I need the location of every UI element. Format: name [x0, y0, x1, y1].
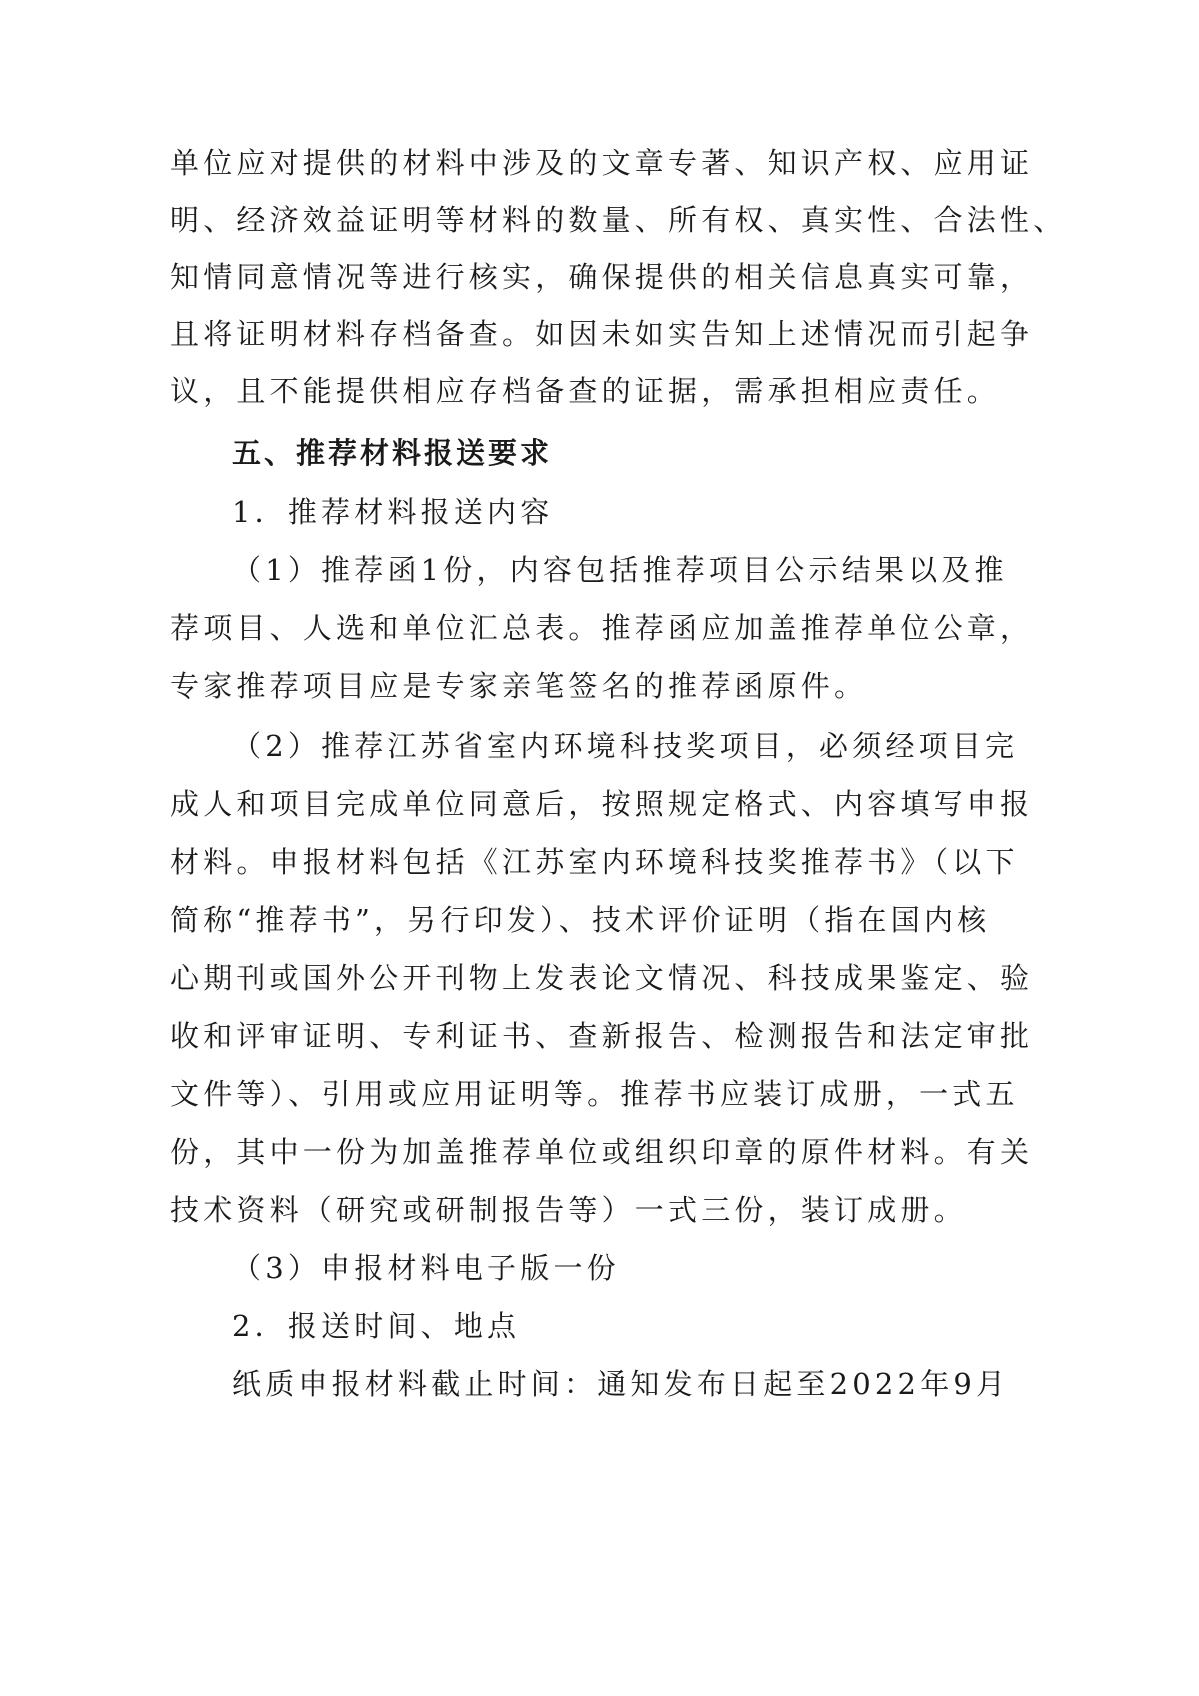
- paragraph-line: 成人和项目完成单位同意后，按照规定格式、内容填写申报: [170, 787, 1034, 821]
- paragraph-line: 文件等）、引用或应用证明等。推荐书应装订成册，一式五: [170, 1077, 1019, 1111]
- subsection-heading: 1．推荐材料报送内容: [232, 495, 554, 529]
- paragraph-line: 议，且不能提供相应存档备查的证据，需承担相应责任。: [170, 374, 1001, 408]
- paragraph-line: 专家推荐项目应是专家亲笔签名的推荐函原件。: [170, 669, 868, 703]
- paragraph-line: 荐项目、人选和单位汇总表。推荐函应加盖推荐单位公章，: [170, 611, 1034, 645]
- paragraph-line: 技术资料（研究或研制报告等）一式三份，装订成册。: [170, 1193, 967, 1227]
- paragraph-line: 纸质申报材料截止时间：通知发布日起至2022年9月: [232, 1367, 1010, 1401]
- subsection-heading: 2．报送时间、地点: [232, 1309, 521, 1343]
- paragraph-line: 份，其中一份为加盖推荐单位或组织印章的原件材料。有关: [170, 1135, 1034, 1169]
- paragraph-line: 明、经济效益证明等材料的数量、所有权、真实性、合法性、: [170, 203, 1067, 237]
- paragraph-line: 收和评审证明、专利证书、查新报告、检测报告和法定审批: [170, 1019, 1034, 1053]
- paragraph-line: （2）推荐江苏省室内环境科技奖项目，必须经项目完: [232, 729, 1019, 763]
- paragraph-line: （1）推荐函1份，内容包括推荐项目公示结果以及推: [232, 553, 1008, 587]
- paragraph-line: 单位应对提供的材料中涉及的文章专著、知识产权、应用证: [170, 146, 1034, 180]
- paragraph-line: 心期刊或国外公开刊物上发表论文情况、科技成果鉴定、验: [170, 961, 1034, 995]
- paragraph-line: 知情同意情况等进行核实，确保提供的相关信息真实可靠，: [170, 260, 1034, 294]
- section-heading: 五、推荐材料报送要求: [232, 436, 553, 470]
- paragraph-line: 材料。申报材料包括《江苏室内环境科技奖推荐书》（以下: [170, 845, 1019, 879]
- paragraph-line: （3）申报材料电子版一份: [232, 1251, 620, 1285]
- paragraph-line: 且将证明材料存档备查。如因未如实告知上述情况而引起争: [170, 317, 1034, 351]
- paragraph-line: 简称“推荐书”，另行印发）、技术评价证明（指在国内核: [170, 903, 991, 937]
